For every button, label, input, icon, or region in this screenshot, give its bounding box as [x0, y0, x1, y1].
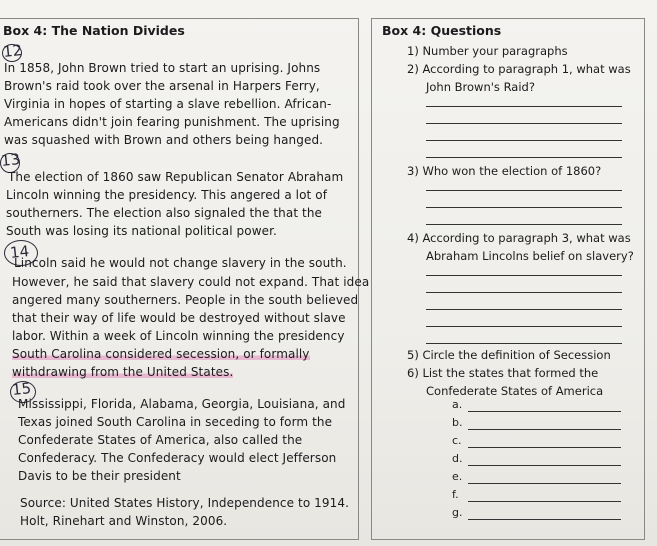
paragraph-4-line: Confederate States of America, also called the: [18, 433, 303, 447]
paragraph-3-line: Lincoln said he would not change slavery in the south.: [14, 256, 347, 270]
answer-line[interactable]: [468, 519, 621, 520]
list-letter: b.: [452, 416, 463, 429]
answer-line[interactable]: [426, 123, 622, 124]
question-4: 4) According to paragraph 3, what was: [407, 231, 631, 245]
paragraph-1-line: Brown's raid took over the arsenal in Harpers Ferry,: [4, 79, 320, 93]
paragraph-3-line: [12, 347, 310, 361]
list-letter: a.: [452, 398, 463, 411]
paragraph-4-line: Mississippi, Florida, Alabama, Georgia, Louisiana, and: [18, 397, 346, 411]
paragraph-number-mark: 12: [2, 41, 23, 61]
list-letter: d.: [452, 452, 463, 465]
paragraph-3-line: labor. Within a week of Lincoln winning the presidency: [12, 329, 345, 343]
answer-line[interactable]: [426, 309, 622, 310]
answer-line[interactable]: [426, 275, 622, 276]
list-letter: g.: [452, 506, 463, 519]
source-citation: Holt, Rinehart and Winston, 2006.: [20, 514, 228, 528]
paragraph-2-line: The election of 1860 saw Republican Senator Abraham: [8, 170, 344, 184]
paragraph-3-line: angered many southerners. People in the south believed: [12, 293, 359, 307]
question-2: 2) According to paragraph 1, what was: [407, 62, 631, 76]
answer-line[interactable]: [468, 429, 621, 430]
paragraph-number-mark: 15: [11, 379, 32, 399]
paragraph-4-line: Davis to be their president: [18, 469, 181, 483]
paragraph-number-mark: 13: [0, 150, 21, 170]
paragraph-1-line: Americans didn't join fearing punishment. The uprising: [4, 115, 340, 129]
paragraph-4-line: Texas joined South Carolina in seceding to form the: [18, 415, 333, 429]
list-letter: e.: [452, 470, 463, 483]
question-2-line-2: John Brown's Raid?: [426, 80, 535, 94]
answer-line[interactable]: [426, 157, 622, 158]
answer-line[interactable]: [426, 207, 622, 208]
paragraph-3-line: that their way of life would be destroyed without slave: [12, 311, 346, 325]
answer-line[interactable]: [426, 343, 622, 344]
paragraph-3-line: [12, 365, 233, 379]
question-3: 3) Who won the election of 1860?: [407, 164, 602, 178]
paragraph-2-line: southerners. The election also signaled the that the: [6, 206, 323, 220]
answer-line[interactable]: [426, 224, 622, 225]
reading-box-title: Box 4: The Nation Divides: [3, 23, 185, 38]
question-1: 1) Number your paragraphs: [407, 44, 568, 58]
answer-line[interactable]: [426, 326, 622, 327]
paragraph-number-mark: 14: [9, 242, 30, 262]
answer-line[interactable]: [468, 483, 621, 484]
answer-line[interactable]: [468, 501, 621, 502]
questions-box: [371, 18, 645, 540]
answer-line[interactable]: [426, 190, 622, 191]
question-5: 5) Circle the definition of Secession: [407, 348, 611, 362]
secession-definition-highlight: withdrawing from the United States.: [12, 365, 234, 379]
answer-line[interactable]: [426, 106, 622, 107]
paragraph-2-line: Lincoln winning the presidency. This angered a lot of: [6, 188, 328, 202]
source-citation: Source: United States History, Independence to 1914.: [20, 496, 350, 510]
list-letter: f.: [452, 488, 459, 501]
paragraph-3-line: However, he said that slavery could not expand. That idea: [12, 275, 370, 289]
paragraph-1-line: was squashed with Brown and others being hanged.: [4, 133, 324, 147]
answer-line[interactable]: [468, 447, 621, 448]
paragraph-4-line: Confederacy. The Confederacy would elect Jefferson: [18, 451, 337, 465]
answer-line[interactable]: [468, 411, 621, 412]
answer-line[interactable]: [468, 465, 621, 466]
answer-line[interactable]: [426, 140, 622, 141]
questions-box-title: Box 4: Questions: [382, 23, 502, 38]
paragraph-2-line: South was losing its national political power.: [6, 224, 277, 238]
list-letter: c.: [452, 434, 462, 447]
question-4-line-2: Abraham Lincolns belief on slavery?: [426, 249, 634, 263]
answer-line[interactable]: [426, 292, 622, 293]
paragraph-1-line: In 1858, John Brown tried to start an uprising. Johns: [4, 61, 321, 75]
secession-definition-highlight: South Carolina considered secession, or formally: [12, 347, 310, 361]
question-6: 6) List the states that formed the: [407, 366, 599, 380]
paragraph-1-line: Virginia in hopes of starting a slave rebellion. African-: [4, 97, 332, 111]
question-6-line-2: Confederate States of America: [426, 384, 604, 398]
